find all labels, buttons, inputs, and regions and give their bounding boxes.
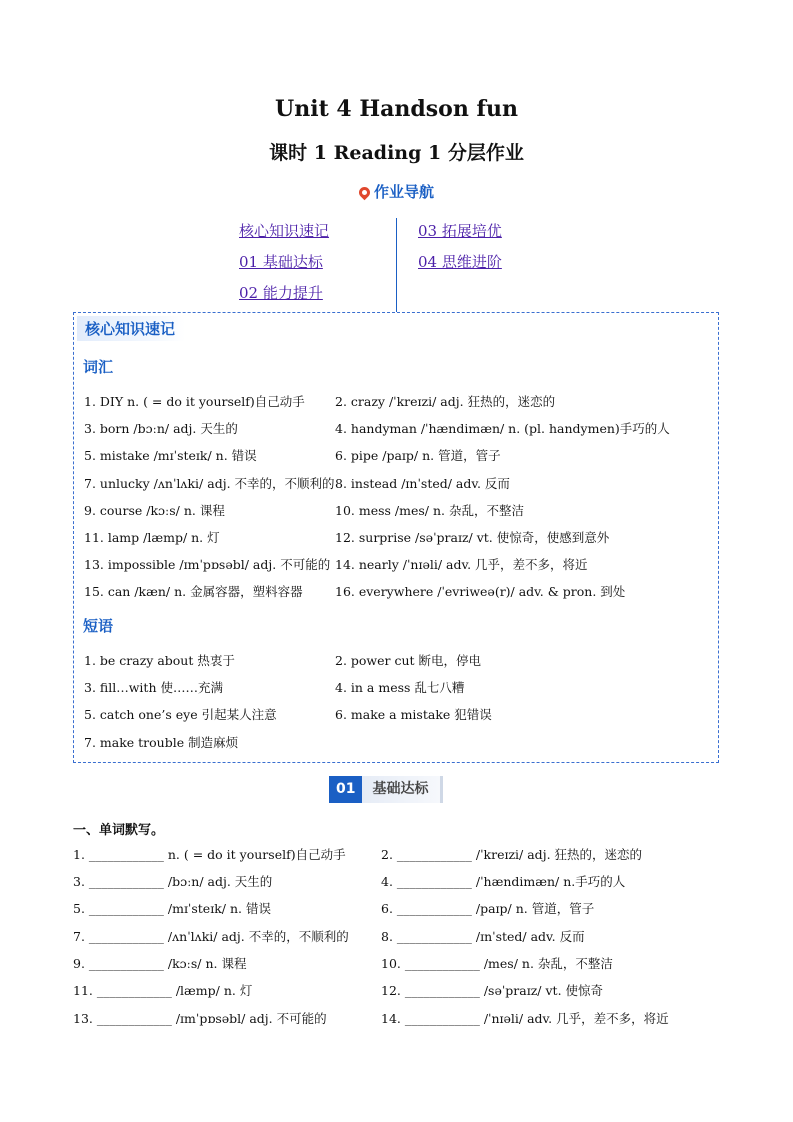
phrase-item: 3. fill…with 使……充满	[84, 680, 223, 695]
nav-divider	[396, 218, 397, 312]
phrase-item: 4. in a mess 乱七八糟	[335, 680, 465, 695]
core-knowledge-title: 核心知识速记	[77, 316, 185, 341]
location-pin-icon	[357, 185, 373, 201]
exercise-item: 3. ____________ /bɔːn/ adj. 天生的	[73, 874, 273, 889]
section-label: 基础达标	[362, 776, 443, 803]
nav-link-01[interactable]: 01 基础达标	[239, 253, 323, 271]
exercise-item: 8. ____________ /ɪnˈsted/ adv. 反而	[381, 929, 585, 944]
section-01-badge	[329, 776, 443, 803]
vocab-item: 5. mistake /mɪˈsteɪk/ n. 错误	[84, 448, 257, 463]
vocab-item: 4. handyman /ˈhændimæn/ n. (pl. handymen)手巧的人	[335, 421, 670, 436]
vocab-item: 10. mess /mes/ n. 杂乱，不整洁	[335, 503, 524, 518]
vocab-item: 3. born /bɔːn/ adj. 天生的	[84, 421, 238, 436]
vocab-item: 9. course /kɔːs/ n. 课程	[84, 503, 225, 518]
part-title: 一、单词默写。	[73, 823, 165, 838]
nav-link-02[interactable]: 02 能力提升	[239, 284, 323, 302]
phrase-item: 5. catch one’s eye 引起某人注意	[84, 707, 277, 722]
vocab-item: 12. surprise /səˈpraɪz/ vt. 使惊奇，使感到意外	[335, 530, 610, 545]
vocab-heading: 词汇	[83, 358, 114, 376]
exercise-item: 11. ____________ /læmp/ n. 灯	[73, 983, 253, 998]
exercise-item: 1. ____________ n. ( = do it yourself)自己动手	[73, 847, 346, 862]
vocab-item: 1. DIY n. ( = do it yourself)自己动手	[84, 394, 305, 409]
phrase-item: 6. make a mistake 犯错误	[335, 707, 492, 722]
exercise-item: 9. ____________ /kɔːs/ n. 课程	[73, 956, 247, 971]
exercise-item: 12. ____________ /səˈpraɪz/ vt. 使惊奇	[381, 983, 604, 998]
phrase-heading: 短语	[83, 617, 114, 635]
exercise-item: 14. ____________ /ˈnɪəli/ adv. 几乎，差不多，将近	[381, 1011, 669, 1026]
exercise-item: 5. ____________ /mɪˈsteɪk/ n. 错误	[73, 901, 271, 916]
vocab-item: 14. nearly /ˈnɪəli/ adv. 几乎，差不多，将近	[335, 557, 588, 572]
vocab-item: 11. lamp /læmp/ n. 灯	[84, 530, 220, 545]
phrase-item: 2. power cut 断电，停电	[335, 653, 482, 668]
nav-link-04[interactable]: 04 思维进阶	[418, 253, 502, 271]
exercise-item: 13. ____________ /ɪmˈpɒsəbl/ adj. 不可能的	[73, 1011, 327, 1026]
vocab-item: 6. pipe /paɪp/ n. 管道，管子	[335, 448, 501, 463]
phrase-item: 7. make trouble 制造麻烦	[84, 735, 239, 750]
nav-link-03[interactable]: 03 拓展培优	[418, 222, 502, 240]
nav-link-core[interactable]: 核心知识速记	[239, 222, 330, 240]
section-number: 01	[329, 776, 362, 803]
page-subtitle: 课时 1 Reading 1 分层作业	[269, 142, 524, 164]
exercise-item: 2. ____________ /ˈkreɪzi/ adj. 狂热的，迷恋的	[381, 847, 643, 862]
exercise-item: 10. ____________ /mes/ n. 杂乱，不整洁	[381, 956, 613, 971]
vocab-item: 15. can /kæn/ n. 金属容器，塑料容器	[84, 584, 303, 599]
vocab-item: 2. crazy /ˈkreɪzi/ adj. 狂热的，迷恋的	[335, 394, 556, 409]
vocab-item: 13. impossible /ɪmˈpɒsəbl/ adj. 不可能的	[84, 557, 331, 572]
vocab-item: 16. everywhere /ˈevriweə(r)/ adv. & pron. 到处	[335, 584, 626, 599]
vocab-item: 8. instead /ɪnˈsted/ adv. 反而	[335, 476, 510, 491]
vocab-item: 7. unlucky /ʌnˈlʌki/ adj. 不幸的，不顺利的	[84, 476, 335, 491]
page-title: Unit 4 Handson fun	[275, 96, 518, 122]
nav-heading-label: 作业导航	[373, 183, 434, 201]
exercise-item: 6. ____________ /paɪp/ n. 管道，管子	[381, 901, 595, 916]
nav-heading	[0, 181, 793, 202]
phrase-item: 1. be crazy about 热衷于	[84, 653, 235, 668]
exercise-item: 7. ____________ /ʌnˈlʌki/ adj. 不幸的，不顺利的	[73, 929, 349, 944]
exercise-item: 4. ____________ /ˈhændimæn/ n.手巧的人	[381, 874, 626, 889]
